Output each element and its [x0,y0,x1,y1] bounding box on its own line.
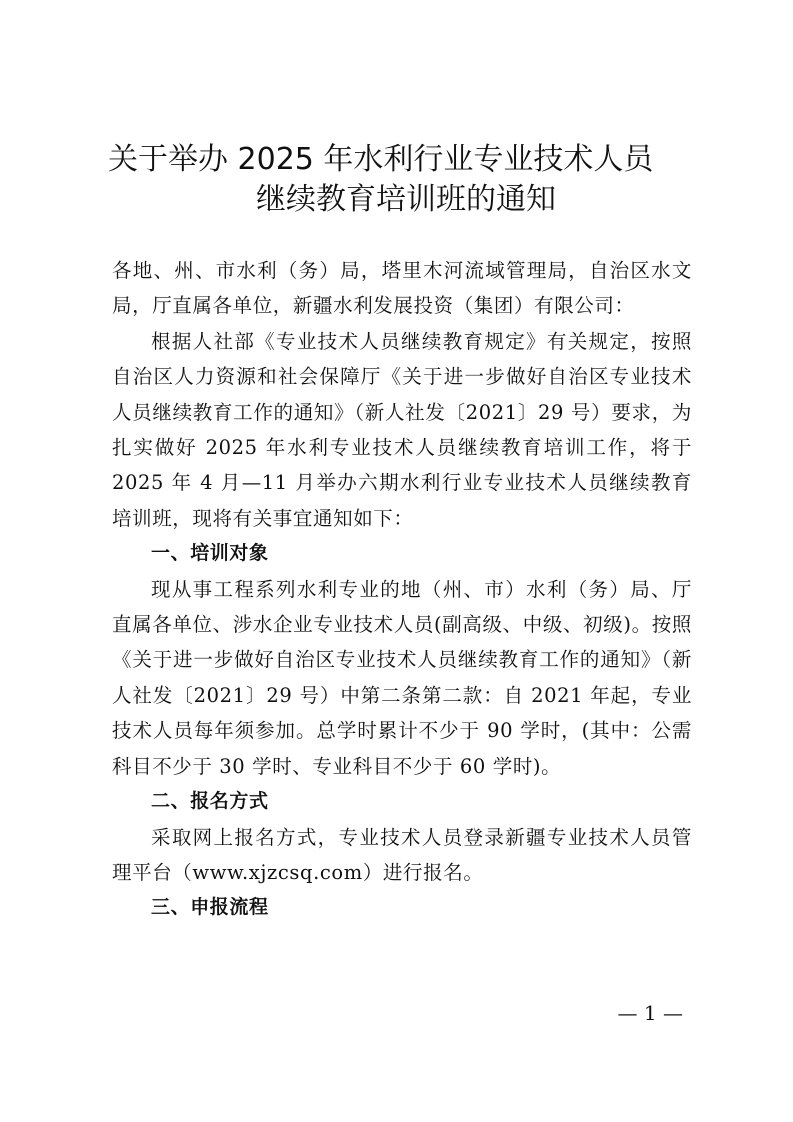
addressee-paragraph: 各地、州、市水利（务）局，塔里木河流域管理局，自治区水文局，厅直属各单位，新疆水利发展投资（集团）有限公司： [112,259,692,318]
section2-paragraph: 采取网上报名方式，专业技术人员登录新疆专业技术人员管理平台（www.xjzcsq.com）进行报名。 [112,825,692,884]
section2-heading: 二、报名方式 [151,790,269,813]
section1-paragraph: 现从事工程系列水利专业的地（州、市）水利（务）局、厅直属各单位、涉水企业专业技术人员(副高级、中级、初级)。按照《关于进一步做好自治区专业技术人员继续教育工作的通知》（新人社发〔2021〕29 号）中第二条第二款：自 2021 年起，专业技术人员每年须参加。总学时累计不少于 90 学时，(其中：公需科目不少于 30 学时、专业科目不少于 60 学时)。 [112,577,692,778]
document-body [112,253,692,926]
page-number: — 1 — [617,1001,683,1025]
section1-heading: 一、培训对象 [151,542,269,565]
section3-heading: 三、申报流程 [151,896,269,919]
intro-paragraph: 根据人社部《专业技术人员继续教育规定》有关规定，按照自治区人力资源和社会保障厅《关于进一步做好自治区专业技术人员继续教育工作的通知》（新人社发〔2021〕29 号）要求，为扎实做好 2025 年水利专业技术人员继续教育培训工作，将于 2025 年 4 月—11 月举办六期水利行业专业技术人员继续教育培训班，现将有关事宜通知如下： [112,329,692,530]
document-title-line1: 关于举办 2025 年水利行业专业技术人员 [108,142,654,177]
document-title-line2: 继续教育培训班的通知 [256,182,556,217]
